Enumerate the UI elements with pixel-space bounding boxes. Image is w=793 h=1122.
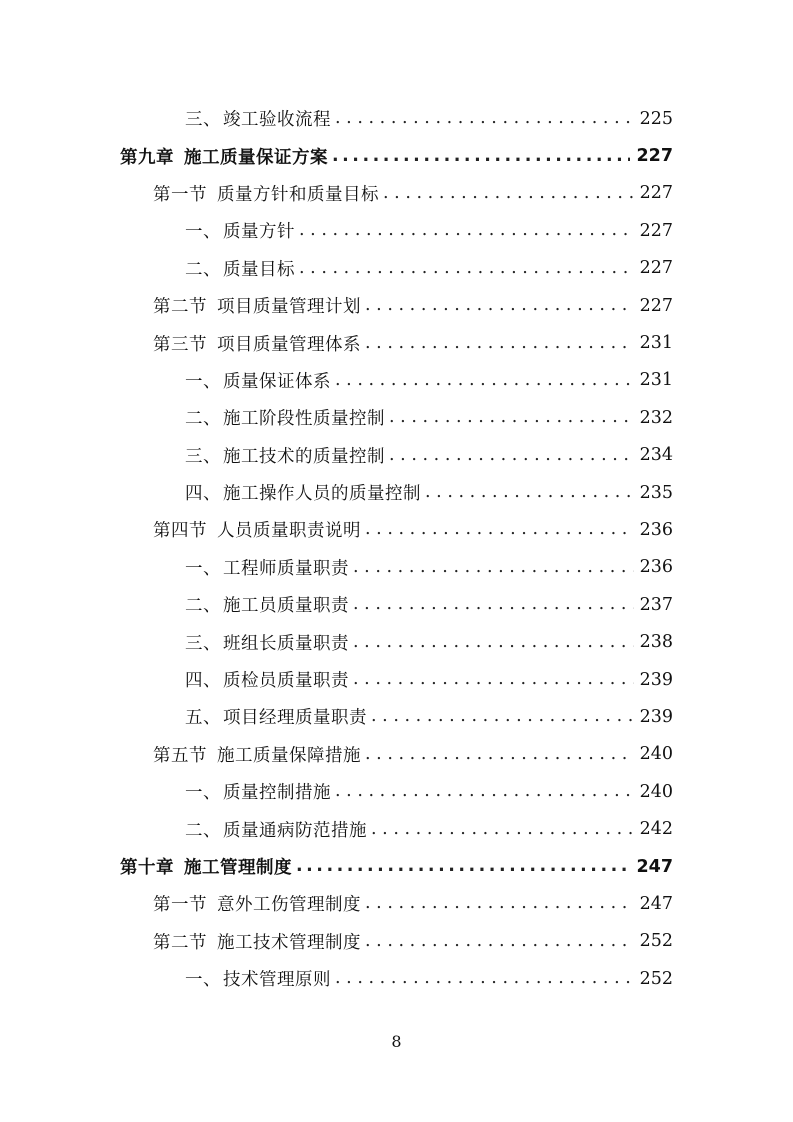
toc-page-number: 234 [639, 445, 673, 466]
toc-entry-title [153, 891, 361, 916]
toc-section-entry[interactable] [0, 736, 793, 773]
toc-entry-title [153, 742, 361, 767]
toc-page-number: 239 [639, 706, 673, 727]
toc-page-number: 227 [639, 220, 673, 241]
toc-entry-title [153, 517, 361, 542]
toc-entry-title [185, 480, 421, 505]
toc-dot-leader [389, 407, 634, 428]
toc-subsection-entry[interactable] [0, 474, 793, 511]
toc-dot-leader [365, 893, 634, 914]
toc-section-entry[interactable] [0, 287, 793, 324]
toc-section-entry[interactable] [0, 511, 793, 548]
toc-entry-number: 第一节 [153, 184, 207, 205]
toc-entry-text: 技术管理原则 [223, 970, 331, 991]
toc-entry-number: 四、 [185, 671, 221, 692]
toc-subsection-entry[interactable] [0, 212, 793, 249]
toc-entry-title [185, 592, 349, 617]
toc-section-entry[interactable] [0, 923, 793, 960]
toc-entry-title [153, 929, 361, 954]
toc-subsection-entry[interactable] [0, 698, 793, 735]
toc-entry-text: 质检员质量职责 [223, 671, 349, 692]
toc-entry-text: 项目质量管理计划 [217, 297, 361, 318]
toc-chapter-entry[interactable] [0, 137, 793, 174]
page-number: 8 [391, 1032, 402, 1051]
toc-dot-leader [353, 557, 634, 578]
toc-entry-text: 施工质量保障措施 [217, 745, 361, 766]
toc-entry-text: 施工阶段性质量控制 [223, 409, 385, 430]
toc-entry-text: 质量保证体系 [223, 371, 331, 392]
toc-entry-text: 施工技术的质量控制 [223, 446, 385, 467]
toc-entry-text: 质量方针和质量目标 [217, 184, 379, 205]
toc-dot-leader [353, 632, 634, 653]
toc-entry-title [153, 293, 361, 318]
toc-dot-leader [371, 819, 634, 840]
toc-entry-text: 施工操作人员的质量控制 [223, 484, 421, 505]
toc-entry-number: 二、 [185, 259, 221, 280]
toc-page-number: 237 [639, 594, 673, 615]
toc-section-entry[interactable] [0, 885, 793, 922]
toc-page-number: 239 [639, 669, 673, 690]
toc-page-number: 227 [639, 258, 673, 279]
toc-subsection-entry[interactable] [0, 586, 793, 623]
toc-entry-title [185, 704, 367, 729]
toc-dot-leader [299, 220, 634, 241]
toc-entry-number: 二、 [185, 820, 221, 841]
toc-entry-number: 一、 [185, 783, 221, 804]
toc-page-number: 238 [639, 632, 673, 653]
toc-entry-title [185, 106, 331, 131]
toc-dot-leader [365, 295, 634, 316]
toc-entry-number: 第一节 [153, 895, 207, 916]
toc-entry-text: 质量通病防范措施 [223, 820, 367, 841]
toc-dot-leader [299, 258, 634, 279]
toc-entry-text: 质量目标 [223, 259, 295, 280]
toc-entry-number: 第三节 [153, 334, 207, 355]
toc-entry-number: 第十章 [120, 858, 174, 878]
toc-entry-text: 人员质量职责说明 [217, 521, 361, 542]
toc-entry-number: 五、 [185, 708, 221, 729]
toc-page-number: 225 [639, 108, 673, 129]
toc-entry-text: 施工员质量职责 [223, 596, 349, 617]
toc-page-number: 231 [639, 333, 673, 354]
toc-entry-number: 第九章 [120, 147, 174, 168]
toc-entry-title [120, 144, 328, 169]
toc-entry-text: 意外工伤管理制度 [217, 895, 361, 916]
toc-entry-text: 施工技术管理制度 [217, 932, 361, 953]
toc-entry-number: 一、 [185, 222, 221, 243]
toc-page-number: 240 [639, 781, 673, 802]
toc-entry-number: 第四节 [153, 521, 207, 542]
toc-entry-text: 项目质量管理体系 [217, 334, 361, 355]
toc-entry-number: 四、 [185, 484, 221, 505]
toc-subsection-entry[interactable] [0, 810, 793, 847]
toc-entry-text: 质量控制措施 [223, 783, 331, 804]
toc-page-number: 240 [639, 744, 673, 765]
toc-dot-leader [353, 594, 634, 615]
toc-entry-number: 第五节 [153, 745, 207, 766]
toc-entry-title [185, 966, 331, 991]
toc-entry-title [185, 218, 295, 243]
toc-page-number: 227 [639, 183, 673, 204]
toc-page-number: 236 [639, 519, 673, 540]
toc-dot-leader [335, 781, 634, 802]
toc-entry-text: 施工质量保证方案 [184, 147, 328, 168]
toc-section-entry[interactable] [0, 175, 793, 212]
toc-subsection-entry[interactable] [0, 399, 793, 436]
toc-dot-leader [371, 706, 634, 727]
toc-entry-title [185, 779, 331, 804]
toc-entry-number: 三、 [185, 110, 221, 131]
toc-dot-leader [335, 968, 634, 989]
toc-entry-number: 二、 [185, 596, 221, 617]
toc-entry-number: 三、 [185, 633, 221, 654]
toc-entry-title [153, 331, 361, 356]
toc-entry-number: 第二节 [153, 297, 207, 318]
toc-entry-title [185, 630, 349, 655]
toc-page-number: 247 [639, 893, 673, 914]
toc-entry-title [185, 256, 295, 281]
toc-dot-leader [365, 519, 634, 540]
toc-entry-number: 三、 [185, 446, 221, 467]
toc-dot-leader [353, 669, 634, 690]
toc-subsection-entry[interactable] [0, 661, 793, 698]
toc-entry-title [153, 181, 379, 206]
toc-page-number: 227 [636, 146, 673, 167]
toc-dot-leader [389, 445, 634, 466]
toc-subsection-entry[interactable] [0, 623, 793, 660]
toc-page-number: 252 [639, 931, 673, 952]
toc-subsection-entry[interactable] [0, 362, 793, 399]
toc-page-number: 227 [639, 295, 673, 316]
toc-dot-leader [383, 183, 634, 204]
toc-dot-leader [332, 146, 630, 167]
toc-entry-number: 一、 [185, 970, 221, 991]
toc-subsection-entry[interactable] [0, 250, 793, 287]
toc-entry-title [185, 368, 331, 393]
table-of-contents [0, 100, 793, 997]
toc-page-number: 247 [636, 856, 673, 877]
toc-entry-title [120, 854, 292, 879]
toc-entry-title [185, 667, 349, 692]
toc-entry-text: 施工管理制度 [184, 858, 292, 878]
toc-entry-text: 竣工验收流程 [223, 110, 331, 131]
toc-entry-title [185, 555, 349, 580]
toc-page-number: 242 [639, 819, 673, 840]
toc-dot-leader [365, 333, 634, 354]
toc-section-entry[interactable] [0, 324, 793, 361]
toc-page-number: 236 [639, 557, 673, 578]
toc-dot-leader [365, 931, 634, 952]
toc-entry-title [185, 405, 385, 430]
toc-entry-number: 二、 [185, 409, 221, 430]
toc-entry-title [185, 443, 385, 468]
toc-subsection-entry[interactable] [0, 437, 793, 474]
toc-entry-title [185, 817, 367, 842]
toc-dot-leader [335, 108, 634, 129]
toc-dot-leader [365, 744, 634, 765]
toc-page-number: 235 [639, 482, 673, 503]
toc-entry-number: 第二节 [153, 932, 207, 953]
toc-entry-text: 质量方针 [223, 222, 295, 243]
toc-subsection-entry[interactable] [0, 773, 793, 810]
toc-dot-leader [425, 482, 634, 503]
toc-subsection-entry[interactable] [0, 549, 793, 586]
toc-page-number: 232 [639, 407, 673, 428]
toc-entry-text: 项目经理质量职责 [223, 708, 367, 729]
toc-page-number: 231 [639, 370, 673, 391]
toc-entry-number: 一、 [185, 371, 221, 392]
toc-chapter-entry[interactable] [0, 848, 793, 885]
toc-dot-leader [335, 370, 634, 391]
toc-entry-text: 工程师质量职责 [223, 558, 349, 579]
toc-subsection-entry[interactable] [0, 100, 793, 137]
toc-entry-text: 班组长质量职责 [223, 633, 349, 654]
toc-dot-leader [296, 856, 630, 877]
toc-subsection-entry[interactable] [0, 960, 793, 997]
toc-entry-number: 一、 [185, 558, 221, 579]
toc-page-number: 252 [639, 968, 673, 989]
